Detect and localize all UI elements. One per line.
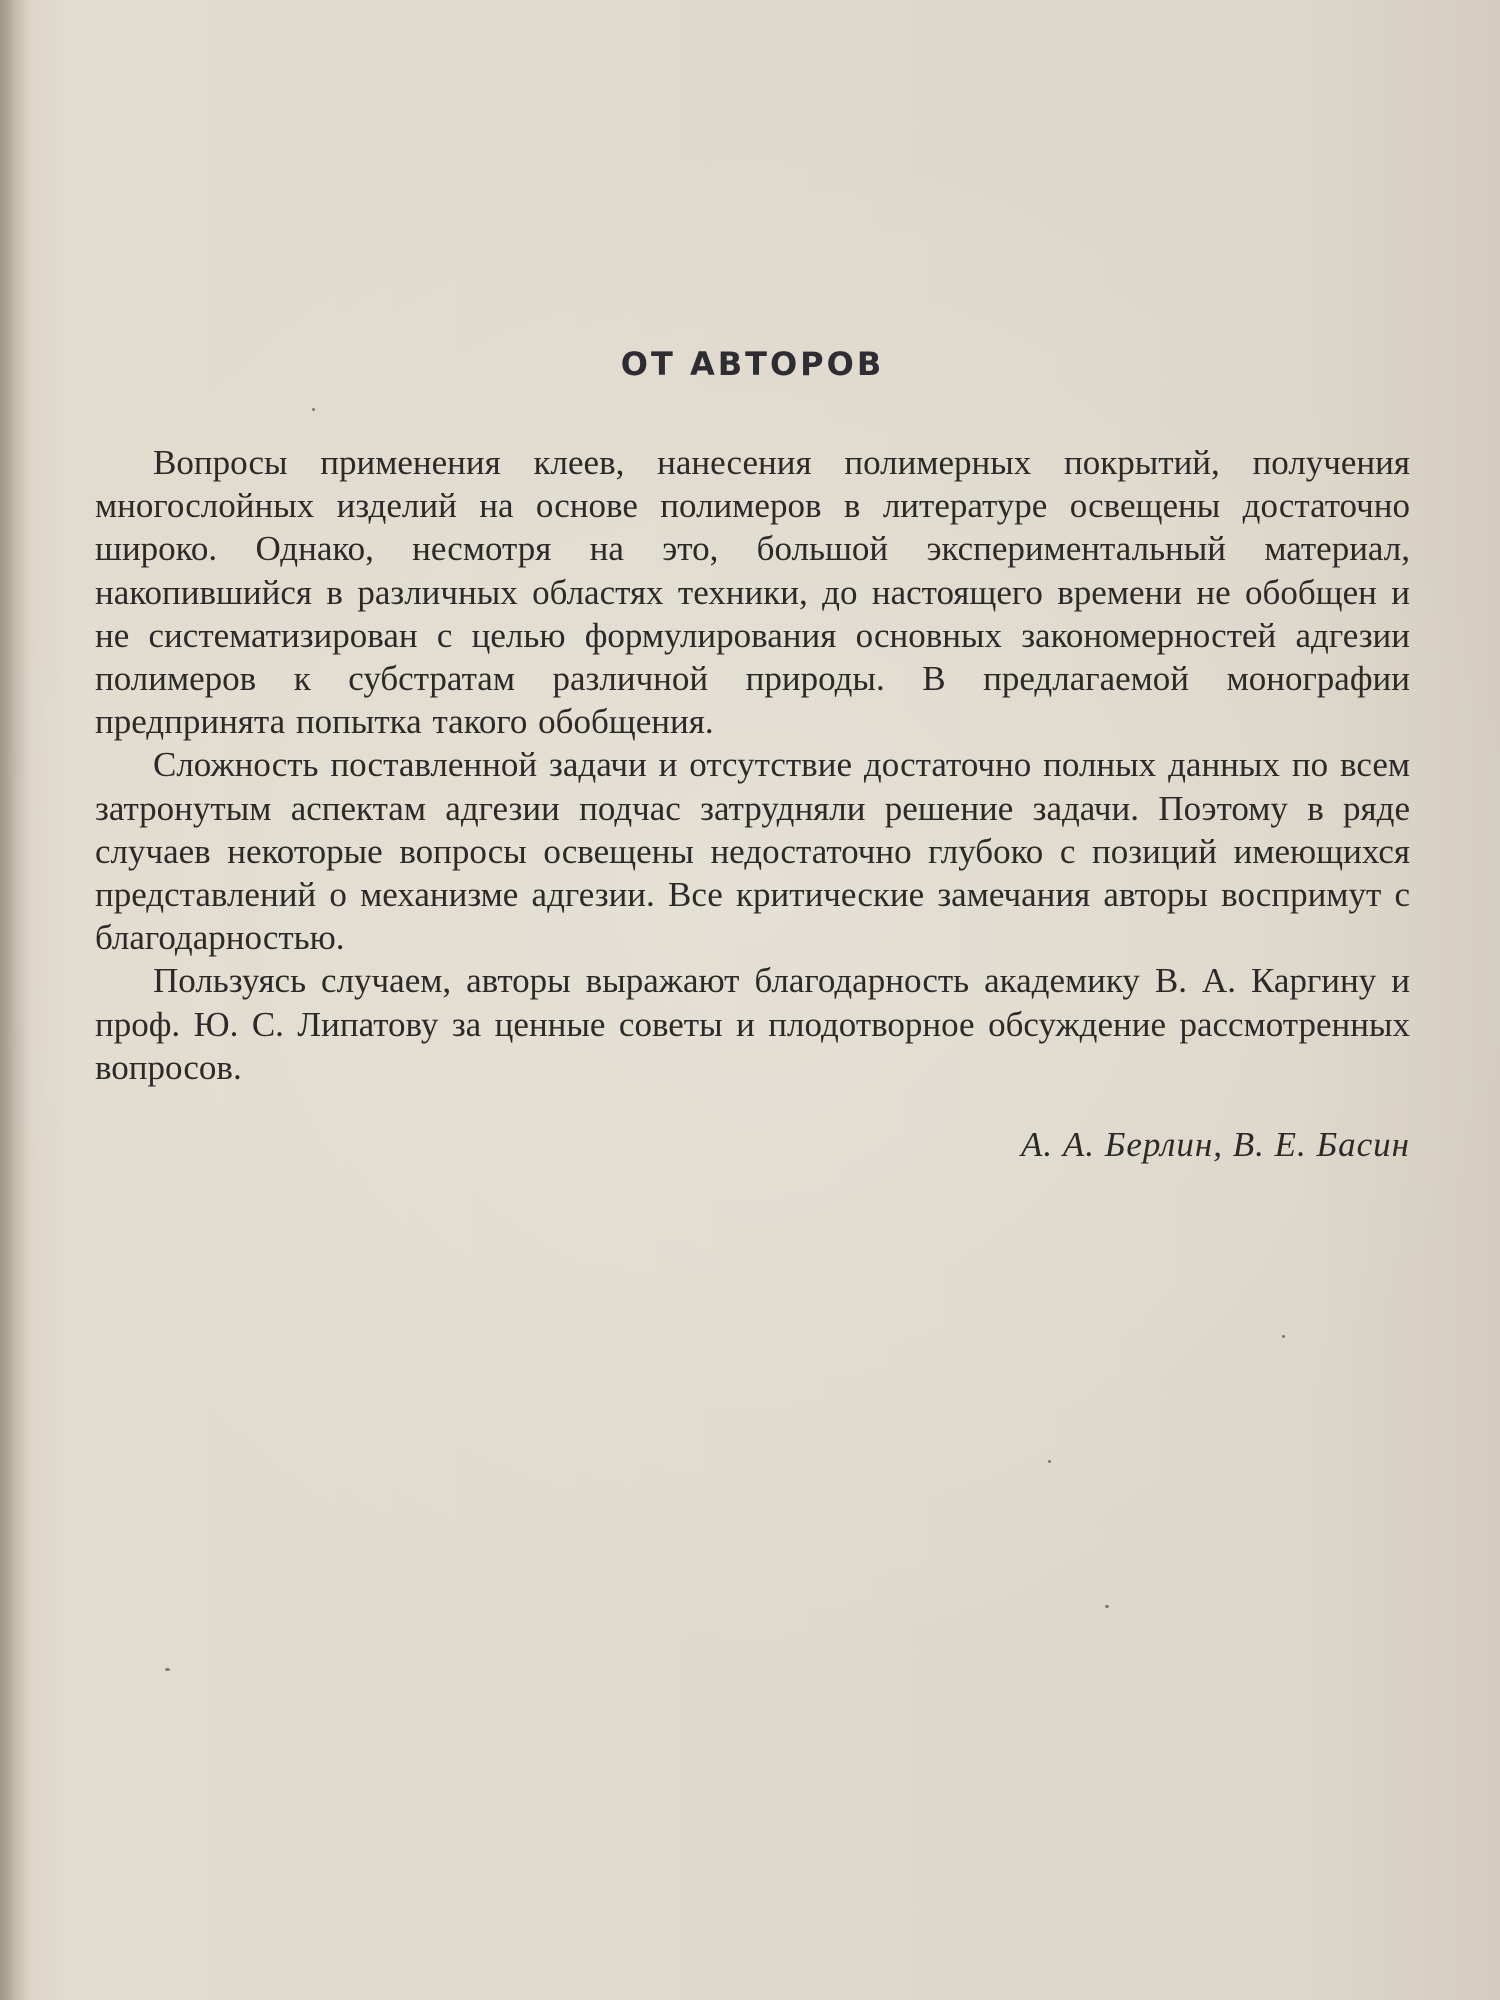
paragraph-3: Пользуясь случаем, авторы выражают благодарность академику В. А. Каргину и проф. Ю. С. Липатову за ценные советы и плодотворное обсуждение рассмотренных вопросов.	[95, 961, 1410, 1087]
page-heading: ОТ АВТОРОВ	[620, 345, 885, 383]
paper-speck	[165, 1668, 170, 1671]
paper-speck	[1282, 1335, 1285, 1338]
paper-speck	[1105, 1605, 1109, 1608]
preface-text-block	[95, 345, 1410, 1165]
authors-signature: А. А. Берлин, В. Е. Басин	[1020, 1125, 1410, 1165]
page-gutter-shadow	[0, 0, 30, 2000]
paragraph-2: Сложность поставленной задачи и отсутствие достаточно полных данных по всем затронутым аспектам адгезии подчас затрудняли решение задачи. Поэтому в ряде случаев некоторые вопросы освещены недостаточно глубоко с позиций имеющихся представлений о механизме адгезии. Все критические замечания авторы воспримут с благодарностью.	[95, 745, 1410, 958]
paper-speck	[1048, 1460, 1051, 1463]
paper-speck	[312, 408, 315, 411]
paragraph-1: Вопросы применения клеев, нанесения полимерных покрытий, получения многослойных изделий на основе полимеров в литературе освещены достаточно широко. Однако, несмотря на это, большой экспериментальный материал, накопившийся в различных областях техники, до настоящего времени не обобщен и не систематизирован с целью формулирования основных закономерностей адгезии полимеров к субстратам различной природы. В предлагаемой монографии предпринята попытка такого обобщения.	[95, 443, 1410, 742]
